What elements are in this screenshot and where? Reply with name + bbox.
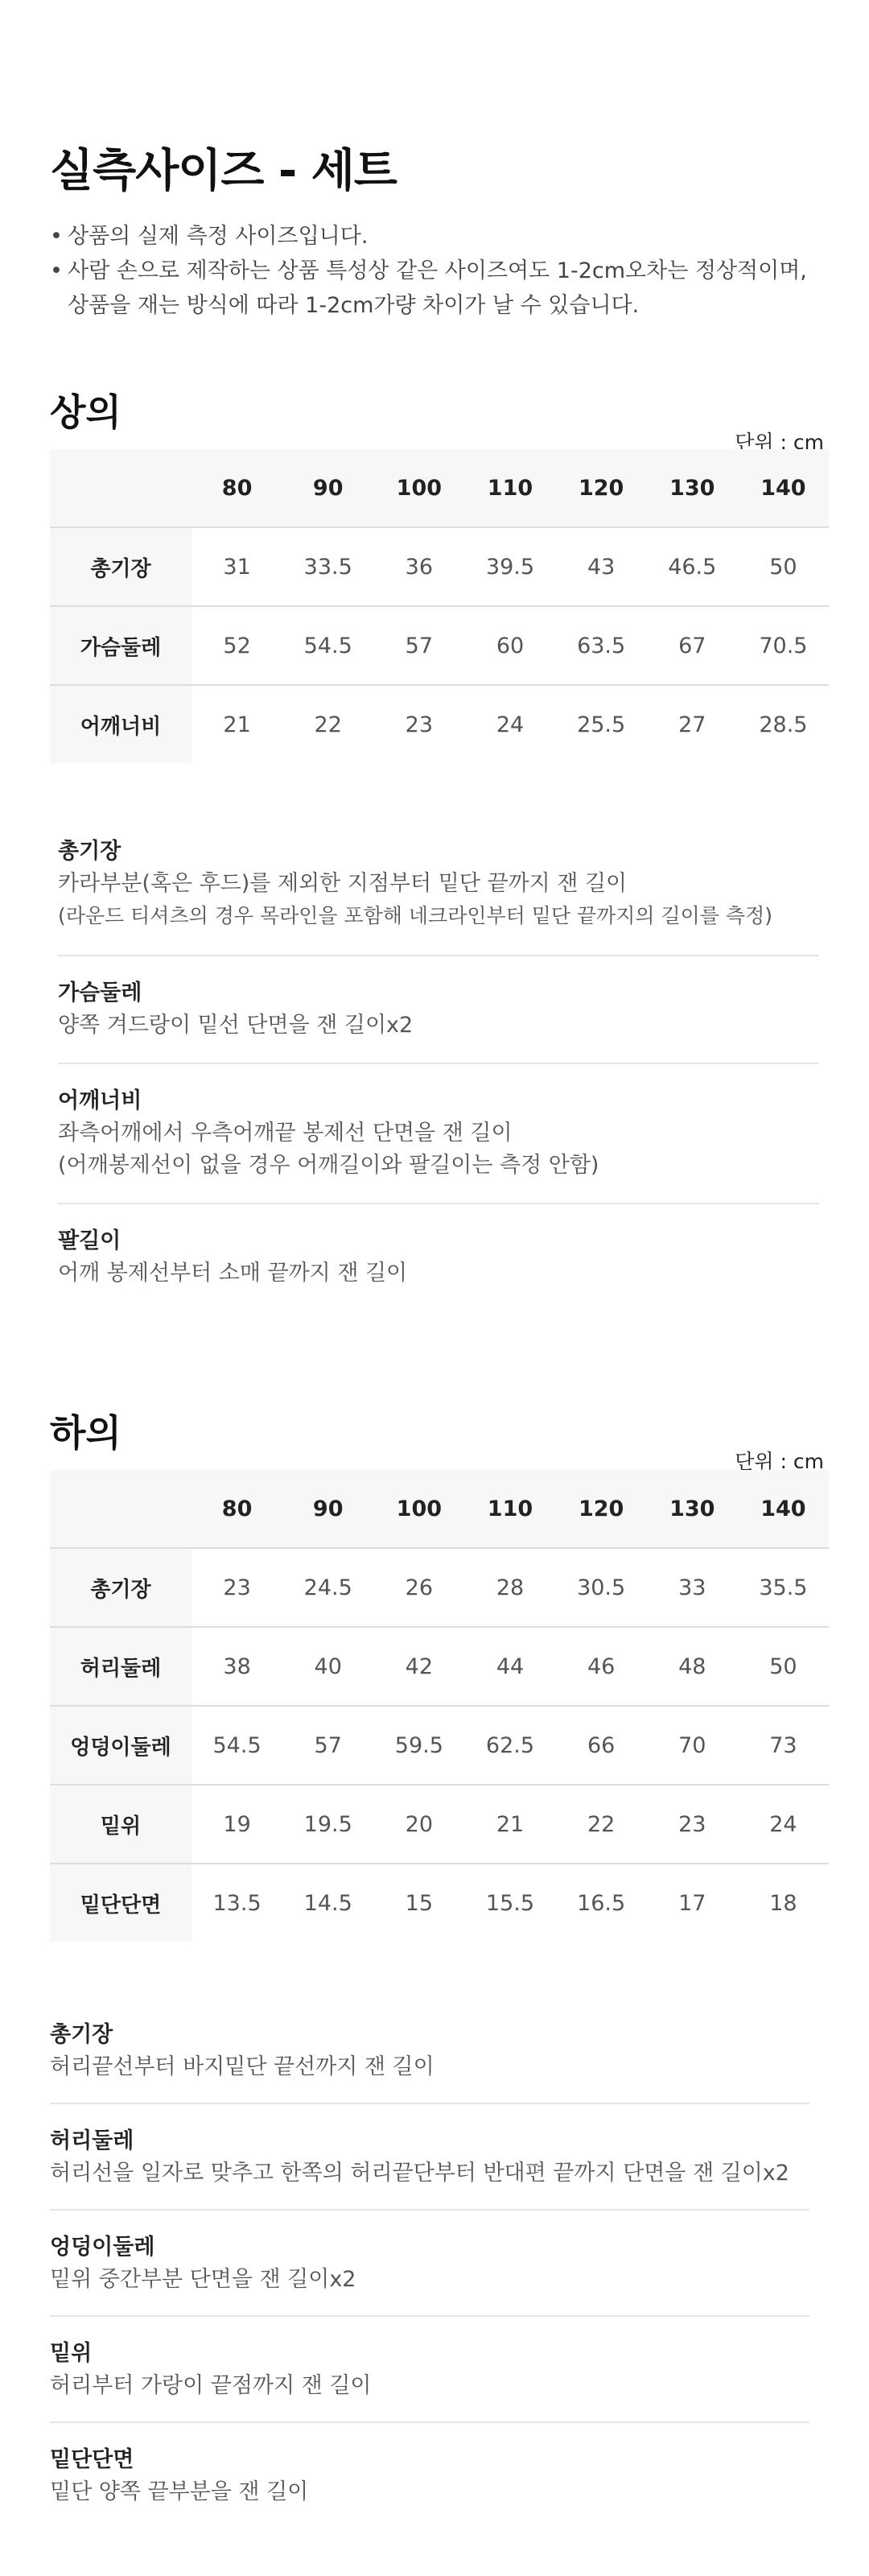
table-cell: 15 [405,1890,434,1916]
table-cell: 59.5 [394,1732,443,1758]
table-cell: 25.5 [577,712,626,737]
table-cell: 63.5 [577,633,626,658]
table-cell: 54.5 [303,633,352,658]
table-cell: 24 [769,1811,797,1837]
table-cell: 43 [587,554,616,580]
row-label: 가슴둘레 [50,606,192,685]
table-cell: 24 [496,712,525,737]
table-cell: 46.5 [668,554,717,580]
size-header: 110 [487,1496,533,1521]
table-cell: 26 [405,1575,434,1600]
table-cell: 38 [223,1653,251,1679]
size-header: 80 [221,475,253,501]
table-cell: 39.5 [485,554,535,580]
size-header: 100 [396,475,443,501]
page-title: 실측사이즈 - 세트 [50,145,397,197]
header-corner [50,1470,192,1548]
table-cell: 16.5 [577,1890,626,1916]
row-label: 허리둘레 [50,1627,192,1706]
guide-item [50,2104,809,2211]
table-cell: 15.5 [485,1890,535,1916]
table-cell: 62.5 [485,1732,535,1758]
row-label: 총기장 [50,1548,192,1627]
guide-item [58,1204,819,1290]
guide-text: 어깨 봉제선부터 소매 끝까지 잰 길이 [58,1261,408,1286]
table-cell: 35.5 [759,1575,808,1600]
table-cell: 44 [496,1653,525,1679]
table-cell: 19 [223,1811,251,1837]
size-header: 90 [312,1496,344,1521]
size-header: 130 [669,475,715,501]
table-cell: 31 [223,554,251,580]
row-label: 총기장 [50,527,192,606]
table-cell: 60 [496,633,525,658]
notes [50,219,838,323]
table-cell: 42 [405,1653,434,1679]
table-row [50,527,829,606]
guide-title: 밑단단면 [50,2447,134,2472]
table-cell: 40 [314,1653,342,1679]
guide-item [50,2211,809,2317]
table-cell: 30.5 [577,1575,626,1600]
guide-item [50,2019,809,2104]
table-cell: 23 [223,1575,251,1600]
row-label: 어깨너비 [50,685,192,763]
size-header: 130 [669,1496,715,1521]
table-cell: 23 [678,1811,706,1837]
size-header: 110 [487,475,533,501]
guide-title: 가슴둘레 [58,980,142,1005]
table-cell: 13.5 [212,1890,262,1916]
guide-item [58,956,819,1064]
size-header: 140 [760,1496,806,1521]
guide-title: 허리둘레 [50,2128,134,2153]
guide-text: 카라부분(혹은 후드)를 제외한 지점부터 밑단 끝까지 잰 길이 [58,871,628,896]
table-cell: 17 [678,1890,706,1916]
table-cell: 70 [678,1732,706,1758]
header-corner [50,449,192,527]
table-cell: 14.5 [303,1890,352,1916]
measure-guide-bottom [50,2019,809,2508]
guide-title: 팔길이 [58,1228,121,1253]
size-header: 120 [578,1496,624,1521]
table-cell: 70.5 [759,633,808,658]
table-cell: 48 [678,1653,706,1679]
row-label: 밑단단면 [50,1864,192,1942]
size-header: 120 [578,475,624,501]
table-cell: 22 [314,712,342,737]
table-row [50,1864,829,1942]
guide-subtext: (라운드 티셔츠의 경우 목라인을 포함해 네크라인부터 밑단 끝까지의 길이를 측정) [58,904,772,927]
guide-text: 양쪽 겨드랑이 밑선 단면을 잰 길이x2 [58,1013,414,1038]
guide-title: 엉덩이둘레 [50,2235,155,2260]
size-table-bottom [50,1470,829,1942]
table-row [50,1627,829,1706]
section-title-top: 상의 [50,390,121,434]
section-title-bottom: 하의 [50,1411,121,1455]
guide-text: 좌측어깨에서 우측어깨끝 봉제선 단면을 잰 길이 [58,1121,513,1146]
row-label: 엉덩이둘레 [50,1706,192,1785]
table-cell: 66 [587,1732,616,1758]
table-header-row [50,449,829,527]
note-item [50,254,838,288]
table-cell: 33 [678,1575,706,1600]
size-header: 100 [396,1496,443,1521]
note-continuation: 상품을 재는 방식에 따라 1-2cm가량 차이가 날 수 있습니다. [68,293,640,318]
table-cell: 52 [223,633,251,658]
table-row [50,1706,829,1785]
guide-item [50,2423,809,2508]
table-cell: 50 [769,554,797,580]
guide-text: 허리끝선부터 바지밑단 끝선까지 잰 길이 [50,2054,434,2079]
table-cell: 54.5 [212,1732,262,1758]
guide-text: 허리부터 가랑이 끝점까지 잰 길이 [50,2373,372,2398]
guide-text: 밑단 양쪽 끝부분을 잰 길이 [50,2479,309,2504]
table-cell: 18 [769,1890,797,1916]
guide-text: 밑위 중간부분 단면을 잰 길이x2 [50,2267,356,2292]
note-item [50,219,838,254]
size-header: 90 [312,475,344,501]
table-cell: 23 [405,712,434,737]
table-cell: 22 [587,1811,616,1837]
guide-item [58,1064,819,1204]
guide-title: 어깨너비 [58,1088,142,1113]
table-cell: 67 [678,633,706,658]
measure-guide-top [58,836,819,1290]
row-label: 밑위 [50,1785,192,1864]
unit-label-bottom: 단위 : cm [735,1450,824,1473]
table-row [50,1785,829,1864]
table-cell: 57 [405,633,434,658]
bullet: • [50,258,63,283]
table-cell: 19.5 [303,1811,352,1837]
table-cell: 57 [314,1732,342,1758]
table-cell: 46 [587,1653,616,1679]
guide-item [58,836,819,956]
note-text: 상품의 실제 측정 사이즈입니다. [68,224,369,249]
size-header: 140 [760,475,806,501]
table-cell: 50 [769,1653,797,1679]
table-cell: 28.5 [759,712,808,737]
table-row [50,685,829,763]
table-cell: 33.5 [303,554,352,580]
guide-item [50,2317,809,2423]
note-text: 사람 손으로 제작하는 상품 특성상 같은 사이즈여도 1-2cm오차는 정상적이며, [68,258,807,283]
table-header-row [50,1470,829,1548]
table-cell: 20 [405,1811,434,1837]
table-row [50,606,829,685]
guide-title: 총기장 [50,2022,113,2047]
guide-text: (어깨봉제선이 없을 경우 어깨길이와 팔길이는 측정 안함) [58,1153,599,1178]
table-cell: 21 [496,1811,525,1837]
guide-title: 밑위 [50,2341,93,2366]
guide-title: 총기장 [58,839,121,864]
table-cell: 27 [678,712,706,737]
table-cell: 36 [405,554,434,580]
guide-text: 허리선을 일자로 맞추고 한쪽의 허리끝단부터 반대편 끝까지 단면을 잰 길이x2 [50,2161,789,2186]
table-cell: 21 [223,712,251,737]
table-row [50,1548,829,1627]
size-header: 80 [221,1496,253,1521]
bullet: • [50,224,63,249]
table-cell: 28 [496,1575,525,1600]
size-table-top [50,449,829,763]
table-cell: 73 [769,1732,797,1758]
unit-label-top: 단위 : cm [735,431,824,454]
table-cell: 24.5 [303,1575,352,1600]
